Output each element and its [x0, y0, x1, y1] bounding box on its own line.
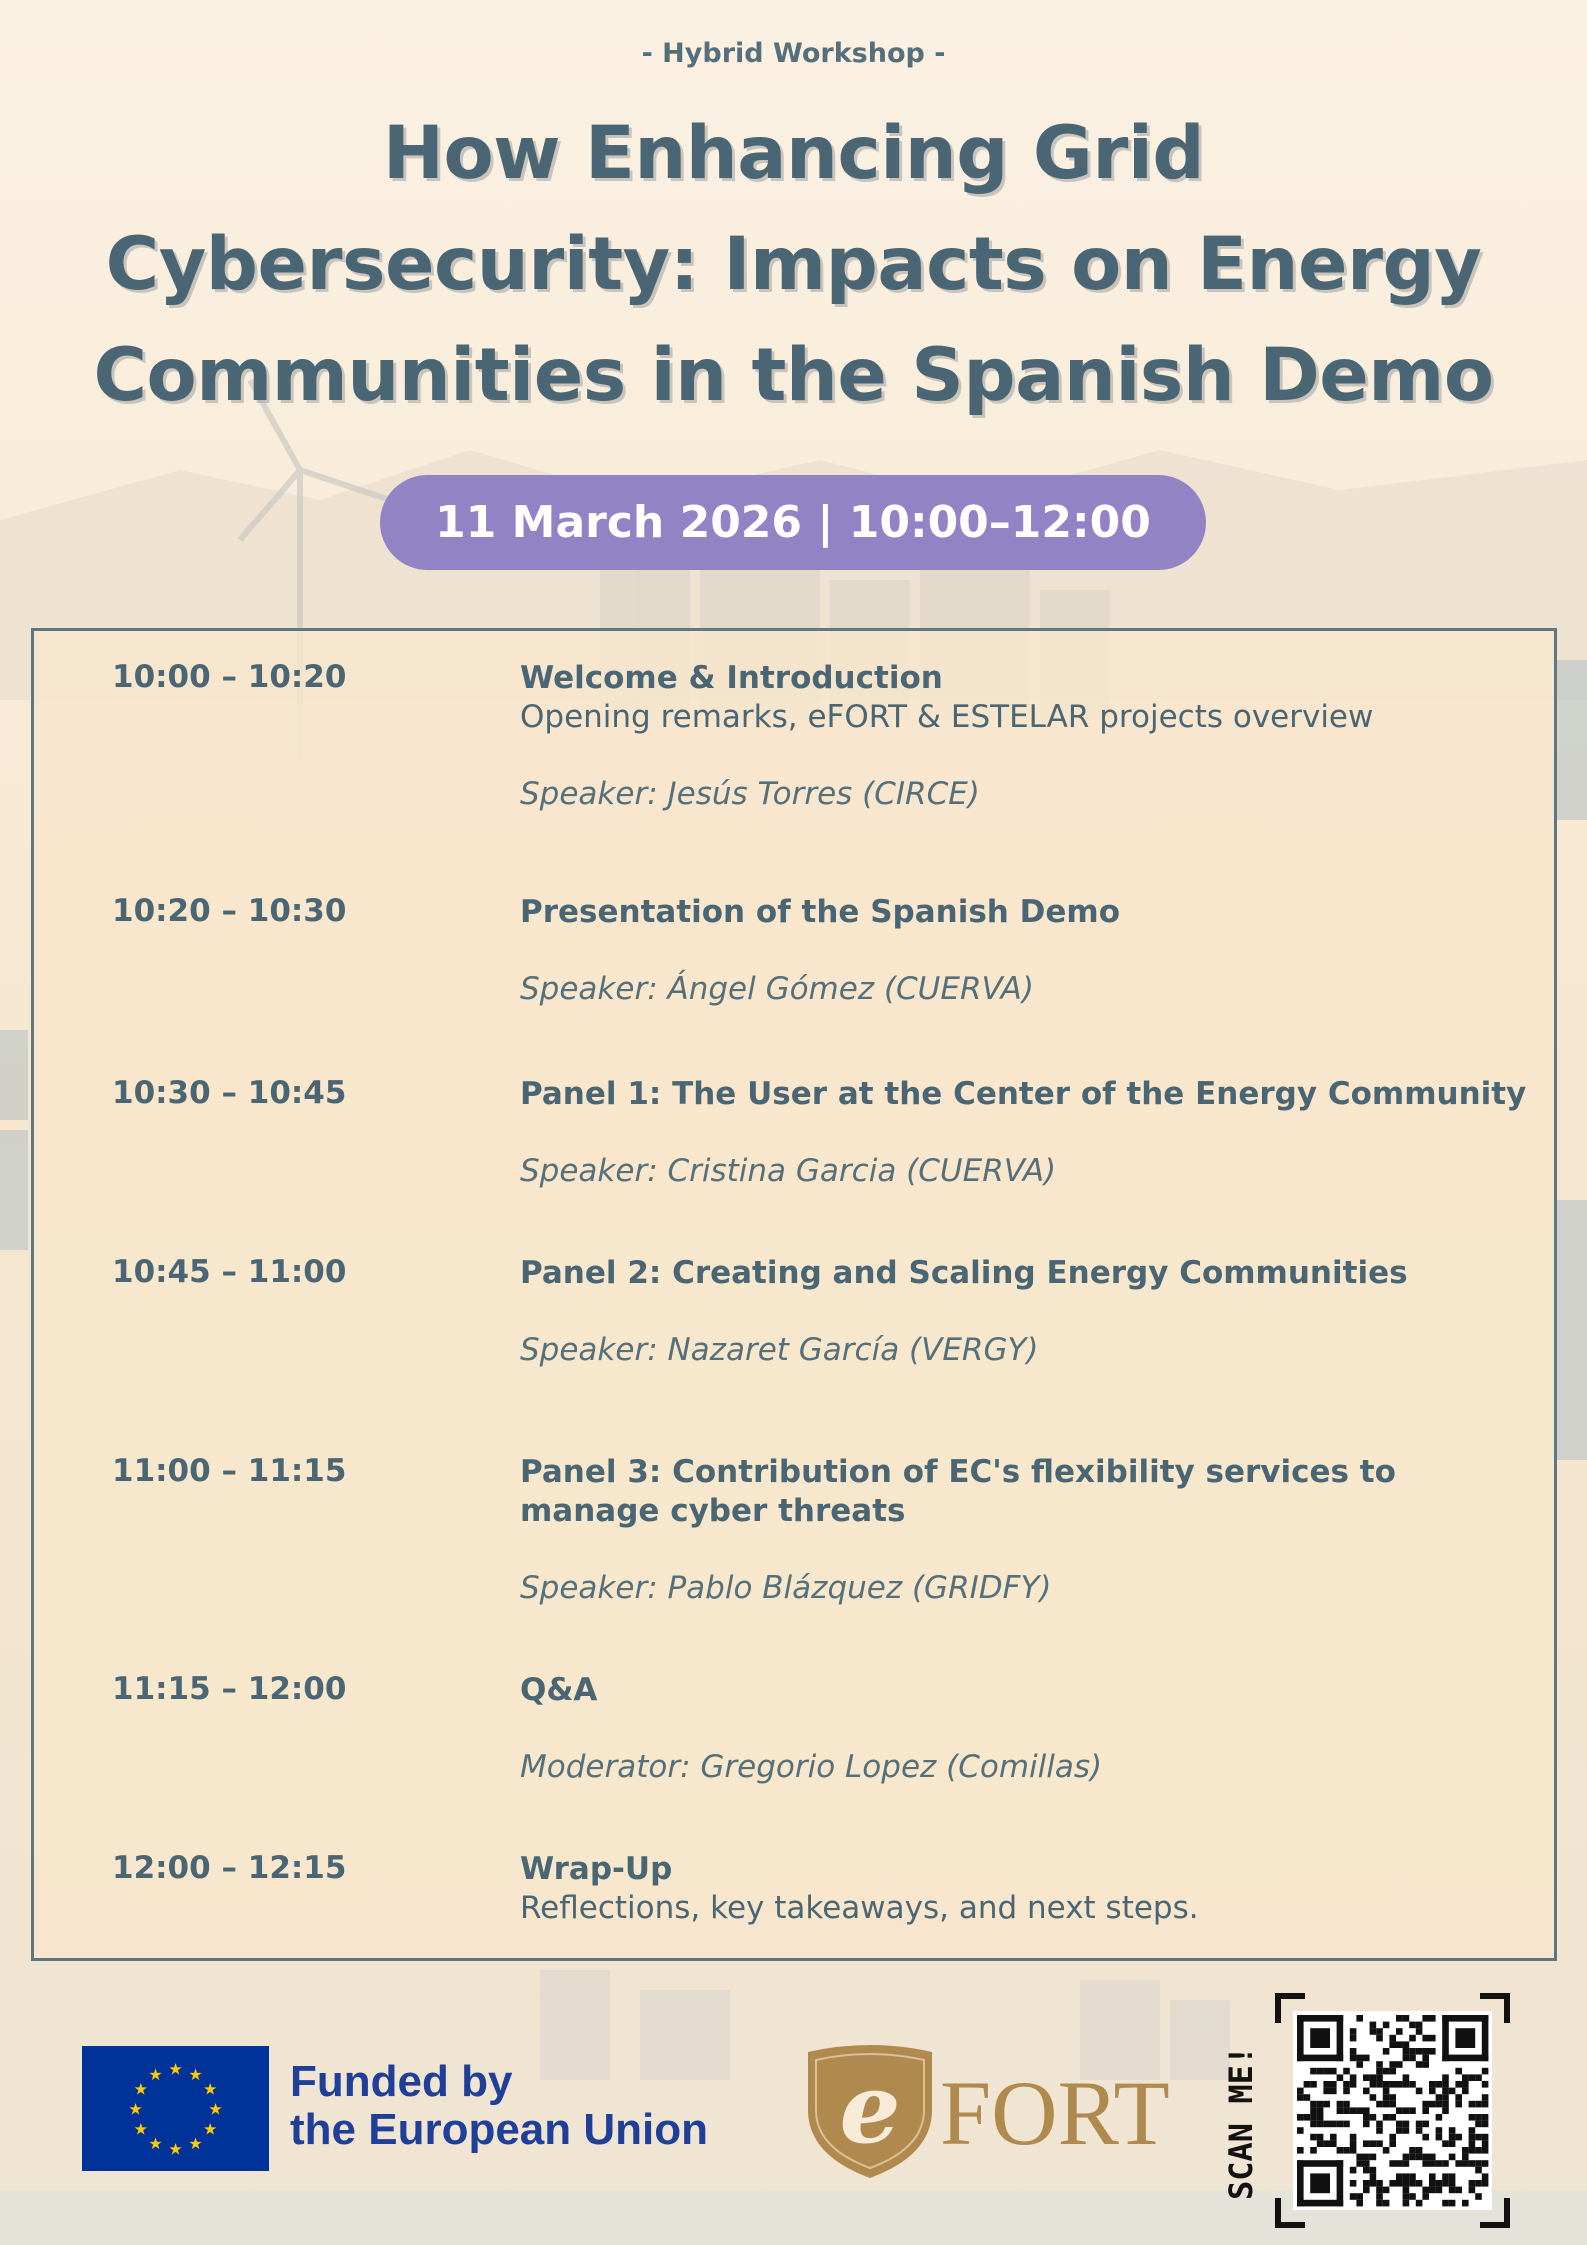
agenda-details	[520, 1850, 1530, 1928]
eu-star: ★	[208, 2099, 223, 2119]
scan-me-label	[1198, 2028, 1278, 2208]
eu-flag-icon	[82, 2046, 269, 2171]
efort-logo-letter: e	[839, 2052, 901, 2165]
date-time-badge: 11 March 2026 | 10:00–12:00	[380, 475, 1206, 570]
eu-star: ★	[188, 2134, 203, 2154]
eu-funding-label	[290, 2058, 708, 2154]
efort-shield-icon	[808, 2045, 932, 2178]
agenda-details	[520, 1453, 1420, 1608]
title-line-3: Communities in the Spanish Demo	[93, 333, 1494, 418]
session-title: Q&A	[520, 1672, 598, 1708]
session-title: Wrap-Up	[520, 1851, 673, 1887]
session-title: Presentation of the Spanish Demo	[520, 894, 1121, 930]
session-speaker: Speaker: Ángel Gómez (CUERVA)	[520, 971, 1034, 1007]
qr-code-icon[interactable]	[1275, 1993, 1510, 2228]
agenda-time: 11:00 – 11:15	[112, 1453, 347, 1489]
agenda-time: 10:20 – 10:30	[112, 893, 347, 929]
session-description: Reflections, key takeaways, and next steps.	[520, 1890, 1199, 1926]
eu-star: ★	[168, 2059, 183, 2079]
agenda-time: 11:15 – 12:00	[112, 1671, 347, 1707]
eu-star: ★	[202, 2119, 218, 2139]
eu-star: ★	[133, 2079, 149, 2099]
eu-star: ★	[202, 2079, 218, 2099]
agenda-details	[520, 893, 1530, 1009]
agenda-time: 12:00 – 12:15	[112, 1850, 347, 1886]
eu-funding-line-1: Funded by	[290, 2057, 513, 2106]
session-title: Welcome & Introduction	[520, 660, 943, 696]
agenda-time: 10:30 – 10:45	[112, 1075, 347, 1111]
session-speaker: Moderator: Gregorio Lopez (Comillas)	[520, 1749, 1103, 1785]
session-title: Panel 2: Creating and Scaling Energy Communities	[520, 1255, 1408, 1291]
agenda-details	[520, 659, 1530, 814]
session-speaker: Speaker: Nazaret García (VERGY)	[520, 1332, 1039, 1368]
eu-star: ★	[188, 2064, 203, 2084]
eu-star: ★	[133, 2119, 149, 2139]
eu-funding-line-2: the European Union	[290, 2105, 708, 2154]
efort-logo	[800, 2040, 1180, 2180]
page-title	[0, 98, 1587, 431]
session-title: Panel 3: Contribution of EC's flexibility services to manage cyber threats	[520, 1454, 1396, 1529]
eu-star: ★	[148, 2064, 163, 2084]
agenda-details	[520, 1254, 1530, 1370]
session-speaker: Speaker: Pablo Blázquez (GRIDFY)	[520, 1570, 1052, 1606]
scan-me-text: SCAN ME!	[1222, 2045, 1260, 2200]
session-description: Opening remarks, eFORT & ESTELAR projects overview	[520, 699, 1374, 735]
event-type-label: - Hybrid Workshop -	[641, 38, 946, 69]
eu-star: ★	[128, 2099, 143, 2119]
agenda-details	[520, 1075, 1530, 1191]
title-line-1: How Enhancing Grid	[382, 111, 1205, 196]
efort-logo-text: FORT	[940, 2062, 1170, 2164]
session-title: Panel 1: The User at the Center of the Energy Community	[520, 1076, 1527, 1112]
agenda-details	[520, 1671, 1530, 1787]
eu-star: ★	[168, 2139, 183, 2159]
session-speaker: Speaker: Cristina Garcia (CUERVA)	[520, 1153, 1057, 1189]
session-speaker: Speaker: Jesús Torres (CIRCE)	[520, 776, 980, 812]
agenda-time: 10:00 – 10:20	[112, 659, 347, 695]
agenda-panel	[31, 628, 1557, 1961]
eu-star: ★	[148, 2134, 163, 2154]
title-line-2: Cybersecurity: Impacts on Energy	[105, 222, 1482, 307]
agenda-time: 10:45 – 11:00	[112, 1254, 347, 1290]
